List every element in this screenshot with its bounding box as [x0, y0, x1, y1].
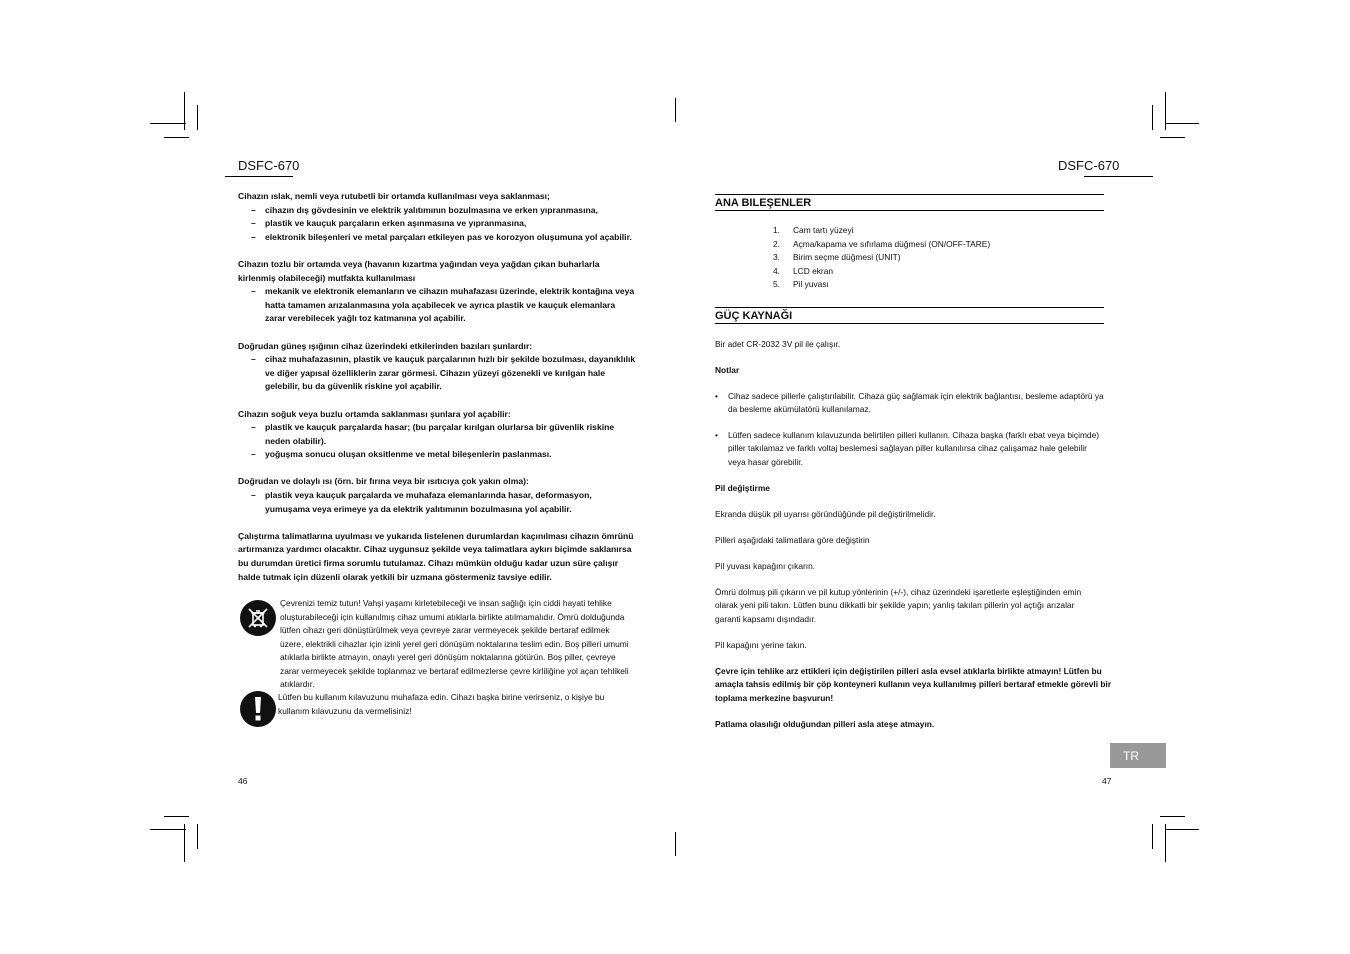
item-label: LCD ekran — [793, 265, 834, 276]
list-item: – elektronik bileşenleri ve metal parçaları etkileyen pas ve korozyon oluşumuna yol açabilir. — [238, 231, 636, 245]
battery-step: Pilleri aşağıdaki talimatlara göre değiştirin — [715, 535, 870, 545]
battery-step: Ekranda düşük pil uyarısı göründüğünde pil değiştirilmelidir. — [715, 509, 936, 519]
list-item — [773, 278, 990, 292]
battery-warning: Çevre için tehlike arz ettikleri için değiştirilen pilleri asla evsel atıklarla birlikte atmayın! Lütfen bu amaçla tahsis edilmiş bir çöp konteyneri kullanın veya kullanılmış pilleri bertaraf etmekle görevli bir toplama merkezine başvurun! — [715, 666, 1112, 703]
warning-group-dust — [238, 258, 636, 326]
section-heading-power: GÜÇ KAYNAĞI — [715, 307, 1104, 324]
warning-group-heat — [238, 475, 636, 516]
group-heading: Doğrudan ve dolaylı ısı (örn. bir fırına veya bir ısıtıcıya çok yakın olma): — [238, 476, 529, 487]
left-page-body — [238, 190, 636, 584]
closing-paragraph: Çalıştırma talimatlarına uyulması ve yukarıda listelenen durumlardan kaçınılması cihazın ömrünü artırmanıza yardımcı olacaktır. Cihaz uygunsuz şekilde veya talimatlara aykırı biçimde saklanırsa bu durumdan üretici firma sorumlu tutulamaz. Cihazı mümkün olduğu kadar uzun süre çalışır halde tutmak için düzenli olarak yetkili bir uzmana göstermeniz tavsiye edilir. — [238, 530, 634, 582]
list-item — [773, 265, 990, 279]
manual-notice — [240, 691, 636, 727]
recycle-text: Çevrenizi temiz tutun! Vahşi yaşamı kirletebileceği ve insan sağlığı için ciddi hayati tehlike oluşturabileceği için kullanılmış cihaz umumi atıklarla birlikte atılmamalıdır. Ömrü dolduğunda lütfen cihazı geri dönüştürülmek veya çevreye zarar vermeyecek şekilde bertaraf edilmek üzere, elektrikli cihazlar için izinli yerel geri dönüşüm noktalarına teslim edin. Boş pilleri umumi atıklarla birlikte atmayın, onaylı yerel geri dönüşüm noktalarına götürün. Boş piller, çevreye zarar vermeyecek şekilde toplanmaz ve bertaraf edilmezlerse çevre kirliliğine yol açan tehlikeli atıklardır. — [280, 598, 629, 689]
battery-heading: Pil değiştirme — [715, 483, 770, 493]
language-tab: TR — [1110, 743, 1166, 768]
battery-step: Pil kapağını yerine takın. — [715, 640, 807, 650]
warning-group-sunlight — [238, 340, 636, 394]
model-name-right: DSFC-670 — [1058, 158, 1120, 173]
list-item: – yoğuşma sonucu oluşan oksitlenme ve metal bileşenlerin paslanması. — [238, 448, 636, 462]
section-heading-components: ANA BILEŞENLER — [715, 194, 1104, 211]
warning-group-cold — [238, 408, 636, 462]
recycle-notice — [240, 597, 636, 692]
list-item — [773, 251, 990, 265]
list-item: – plastik ve kauçuk parçaların erken aşınmasına ve yıpranmasına, — [238, 217, 636, 231]
item-number: 2. — [773, 238, 780, 249]
header-rule-left — [225, 176, 293, 177]
item-label: Pil yuvası — [793, 279, 829, 290]
group-heading: Doğrudan güneş ışığının cihaz üzerindeki etkilerinden bazıları şunlardır: — [238, 340, 533, 351]
list-item — [773, 224, 990, 238]
page-number-right: 47 — [1102, 776, 1112, 786]
model-name-left: DSFC-670 — [238, 158, 300, 173]
list-item: – plastik veya kauçuk parçalarda ve muhafaza elemanlarında hasar, deformasyon, yumuşama veya erimeye ya da elektrik yalıtımının bozulmasına yol açabilir. — [238, 489, 636, 516]
group-heading: Cihazın tozlu bir ortamda veya (havanın kızartma yağından veya yağdan çıkan buharlarla kirlenmiş olabileceği) mutfakta kullanılması — [238, 258, 600, 283]
note-item: • Cihaz sadece pillerle çalıştırılabilir. Cihaza güç sağlamak için elektrik bağlantısı, besleme adaptörü ya da besleme akümülatörü kullanılamaz. — [715, 390, 1105, 417]
power-intro: Bir adet CR-2032 3V pil ile çalışır. — [715, 339, 841, 349]
group-heading: Cihazın ıslak, nemli veya rutubetli bir ortamda kullanılması veya saklanması; — [238, 191, 550, 201]
notes-heading: Notlar — [715, 365, 740, 375]
header-rule-right — [1084, 176, 1153, 177]
crossed-out-bin-icon — [240, 600, 276, 636]
item-label: Birim seçme düğmesi (UNIT) — [793, 252, 901, 263]
manual-text: Lütfen bu kullanım kılavuzunu muhafaza edin. Cihazı başka birine verirseniz, o kişiye bu kullanım kılavuzunu da vermelisiniz! — [278, 692, 605, 716]
item-number: 4. — [773, 265, 780, 276]
list-item: – plastik ve kauçuk parçalarda hasar; (bu parçalar kırılgan olurlarsa bir güvenlik riskine neden olabilir). — [238, 421, 636, 448]
list-item — [773, 238, 990, 252]
item-label: Cam tartı yüzeyi — [793, 225, 854, 235]
page-number-left: 46 — [238, 776, 248, 786]
list-item: – mekanik ve elektronik elemanların ve cihazın muhafazası üzerinde, elektrik kontağına veya hatta tamamen arızalanmasına yola açabilecek ve ayrıca plastik ve kauçuk elemanlara zarar verebilecek yağlı toz katmanına yol açabilir. — [238, 285, 636, 326]
note-item: • Lütfen sadece kullanım kılavuzunda belirtilen pilleri kullanın. Cihaza başka (farklı ebat veya biçimde) piller takılamaz ve farklı voltaj beslemesi sağlayan piller kullanılırsa cihaz çalışamaz hale gelebilir veya hasar görebilir. — [715, 429, 1105, 469]
item-number: 1. — [773, 225, 780, 235]
battery-step: Pil yuvası kapağını çıkarın. — [715, 561, 816, 571]
list-item: – cihazın dış gövdesinin ve elektrik yalıtımının bozulmasına ve erken yıpranmasına, — [238, 204, 636, 218]
warning-group-humidity — [238, 190, 636, 244]
exclamation-icon — [240, 691, 276, 727]
group-heading: Cihazın soğuk veya buzlu ortamda saklanması şunlara yol açabilir: — [238, 408, 511, 419]
list-item: – cihaz muhafazasının, plastik ve kauçuk parçalarının hızlı bir şekilde bozulması, dayanıklılık ve diğer yapısal özelliklerin zarar görmesi. Cihazın yüzeyi gözenekli ve kırılgan hale gelebilir, bu da güvenlik riskine yol açabilir. — [238, 353, 636, 394]
battery-step: Ömrü dolmuş pili çıkarın ve pil kutup yönlerinin (+/-), cihaz üzerindeki işaretlerle eşleştiğinden emin olarak yeni pili takın. Lütfen bunu dikkatli bir şekilde yapın; yanlış takılan pillerin yol açtığı arızalar garanti kapsamı dışındadır. — [715, 587, 1082, 624]
explosion-warning: Patlama olasılığı olduğundan pilleri asla ateşe atmayın. — [715, 719, 935, 729]
item-number: 3. — [773, 252, 780, 263]
item-number: 5. — [773, 279, 780, 290]
components-list — [773, 224, 990, 292]
item-label: Açma/kapama ve sıfırlama düğmesi (ON/OFF-TARE) — [793, 238, 991, 249]
